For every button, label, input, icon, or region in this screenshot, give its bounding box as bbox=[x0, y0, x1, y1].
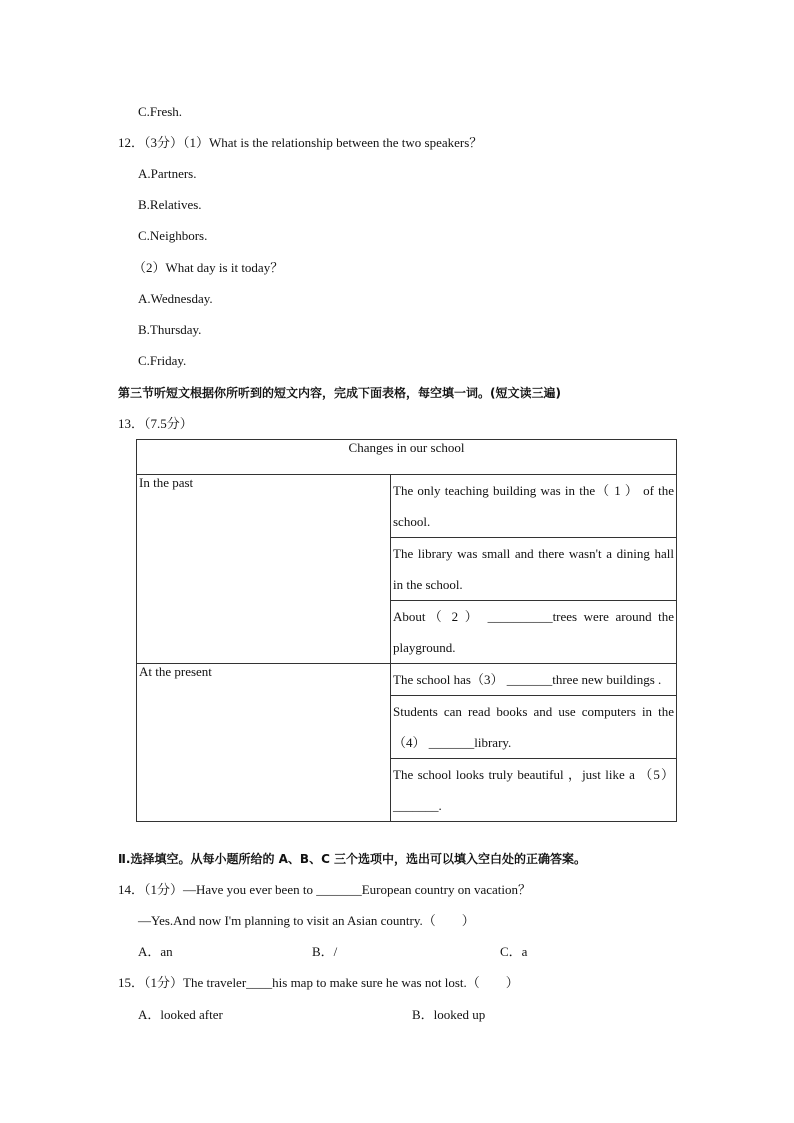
row-label-past: In the past bbox=[137, 475, 391, 664]
q12-option-c: C.Neighbors. bbox=[138, 228, 208, 243]
table-cell: Students can read books and use computers in the（4） _______library. bbox=[391, 696, 677, 759]
question-14-reply: —Yes.And now I'm planning to visit an Asian country.（ ） bbox=[138, 913, 475, 928]
table-cell: About（ 2 ） __________trees were around the playground. bbox=[391, 601, 677, 664]
q12-option-a: A.Partners. bbox=[138, 166, 197, 181]
section-3-heading: 第三节听短文根据你所听到的短文内容，完成下面表格，每空填一词。(短文读三遍) bbox=[118, 386, 561, 400]
q14-option-c: C．a bbox=[500, 944, 528, 959]
table-cell: The library was small and there wasn't a dining hall in the school. bbox=[391, 538, 677, 601]
table-cell: The school has（3） _______three new buildings . bbox=[391, 664, 677, 696]
q15-option-b: B．looked up bbox=[412, 1007, 486, 1022]
question-12-stem: 12．（3分）（1）What is the relationship between the two speakers？ bbox=[118, 135, 483, 150]
part-2-heading: Ⅱ.选择填空。从每小题所给的 A、B、C 三个选项中，选出可以填入空白处的正确答案。 bbox=[118, 852, 587, 866]
q14-option-b: B．/ bbox=[312, 944, 338, 959]
q12-part2-stem: （2）What day is it today？ bbox=[133, 260, 284, 275]
option-c-fresh: C.Fresh. bbox=[138, 104, 183, 119]
row-label-present: At the present bbox=[137, 664, 391, 822]
q12-part2-option-b: B.Thursday. bbox=[138, 322, 202, 337]
changes-table bbox=[136, 439, 677, 822]
question-14-stem: 14．（1分）—Have you ever been to _______European country on vacation？ bbox=[118, 882, 532, 897]
q12-option-b: B.Relatives. bbox=[138, 197, 202, 212]
q15-option-a: A．looked after bbox=[138, 1007, 223, 1022]
q14-option-a: A．an bbox=[138, 944, 173, 959]
question-13-stem: 13．（7.5分） bbox=[118, 416, 193, 431]
q12-part2-option-c: C.Friday. bbox=[138, 353, 187, 368]
table-cell: The only teaching building was in the（ 1 ） of the school. bbox=[391, 475, 677, 538]
q12-part2-option-a: A.Wednesday. bbox=[138, 291, 213, 306]
table-cell: The school looks truly beautiful ，just like a （5） _______. bbox=[391, 759, 677, 822]
question-15-stem: 15．（1分）The traveler____his map to make sure he was not lost.（ ） bbox=[118, 975, 519, 990]
table-title: Changes in our school bbox=[137, 440, 677, 475]
